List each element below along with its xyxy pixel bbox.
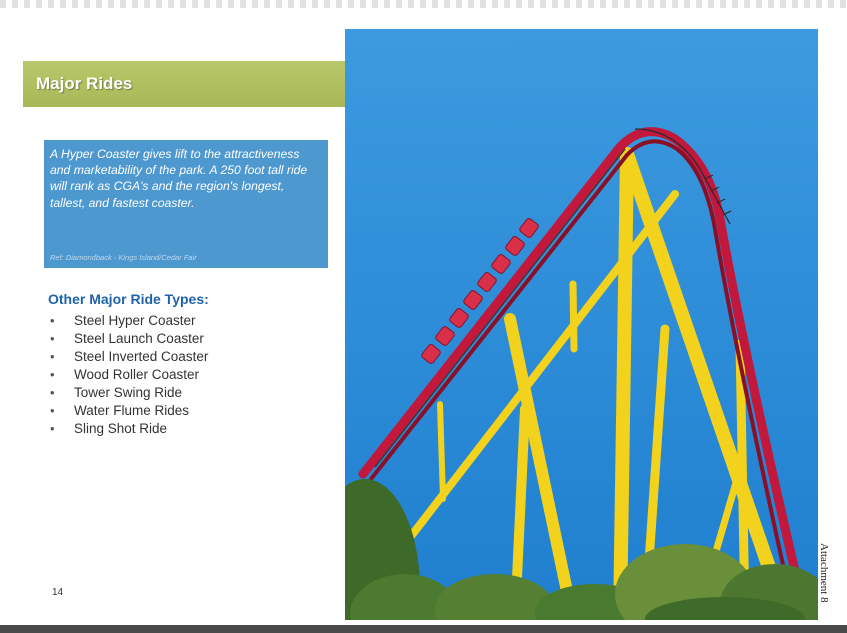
list-item xyxy=(48,402,208,420)
bullet-icon: • xyxy=(50,331,55,346)
bullet-icon: • xyxy=(50,403,55,418)
top-border xyxy=(0,0,847,8)
list-item xyxy=(48,420,208,438)
roller-coaster-photo xyxy=(345,29,818,620)
bottom-border xyxy=(0,625,847,633)
bullet-icon: • xyxy=(50,385,55,400)
list-item xyxy=(48,348,208,366)
bullet-icon: • xyxy=(50,367,55,382)
section-title: Major Rides xyxy=(36,74,133,93)
list-item-label: Wood Roller Coaster xyxy=(74,367,200,382)
list-item-label: Tower Swing Ride xyxy=(74,385,183,400)
list-item-label: Steel Hyper Coaster xyxy=(74,313,196,328)
list-item-label: Steel Launch Coaster xyxy=(74,331,204,346)
section-title-bar xyxy=(23,61,355,107)
list-item xyxy=(48,330,208,348)
roller-coaster-illustration xyxy=(345,29,818,620)
page-number: 14 xyxy=(52,587,64,598)
list-item-label: Sling Shot Ride xyxy=(74,421,168,436)
list-item-label: Steel Inverted Coaster xyxy=(74,349,209,364)
callout-reference: Ref: Diamondback - Kings Island/Cedar Fair xyxy=(50,253,197,262)
callout-box xyxy=(44,140,328,268)
list-item xyxy=(48,312,208,330)
list-item xyxy=(48,384,208,402)
bullet-icon: • xyxy=(50,349,55,364)
list-item-label: Water Flume Rides xyxy=(74,403,190,418)
bullet-icon: • xyxy=(50,421,55,436)
attachment-label: Attachment 8 xyxy=(818,543,830,603)
callout-text: A Hyper Coaster gives lift to the attractiveness and marketability of the park. A 250 foot tall ride will rank as CGA's and the region's longest, tallest, and fastest coaster. xyxy=(50,147,308,210)
ride-types-heading: Other Major Ride Types: xyxy=(48,291,209,307)
list-item xyxy=(48,366,208,384)
bullet-icon: • xyxy=(50,313,55,328)
ride-types-list xyxy=(48,312,208,438)
